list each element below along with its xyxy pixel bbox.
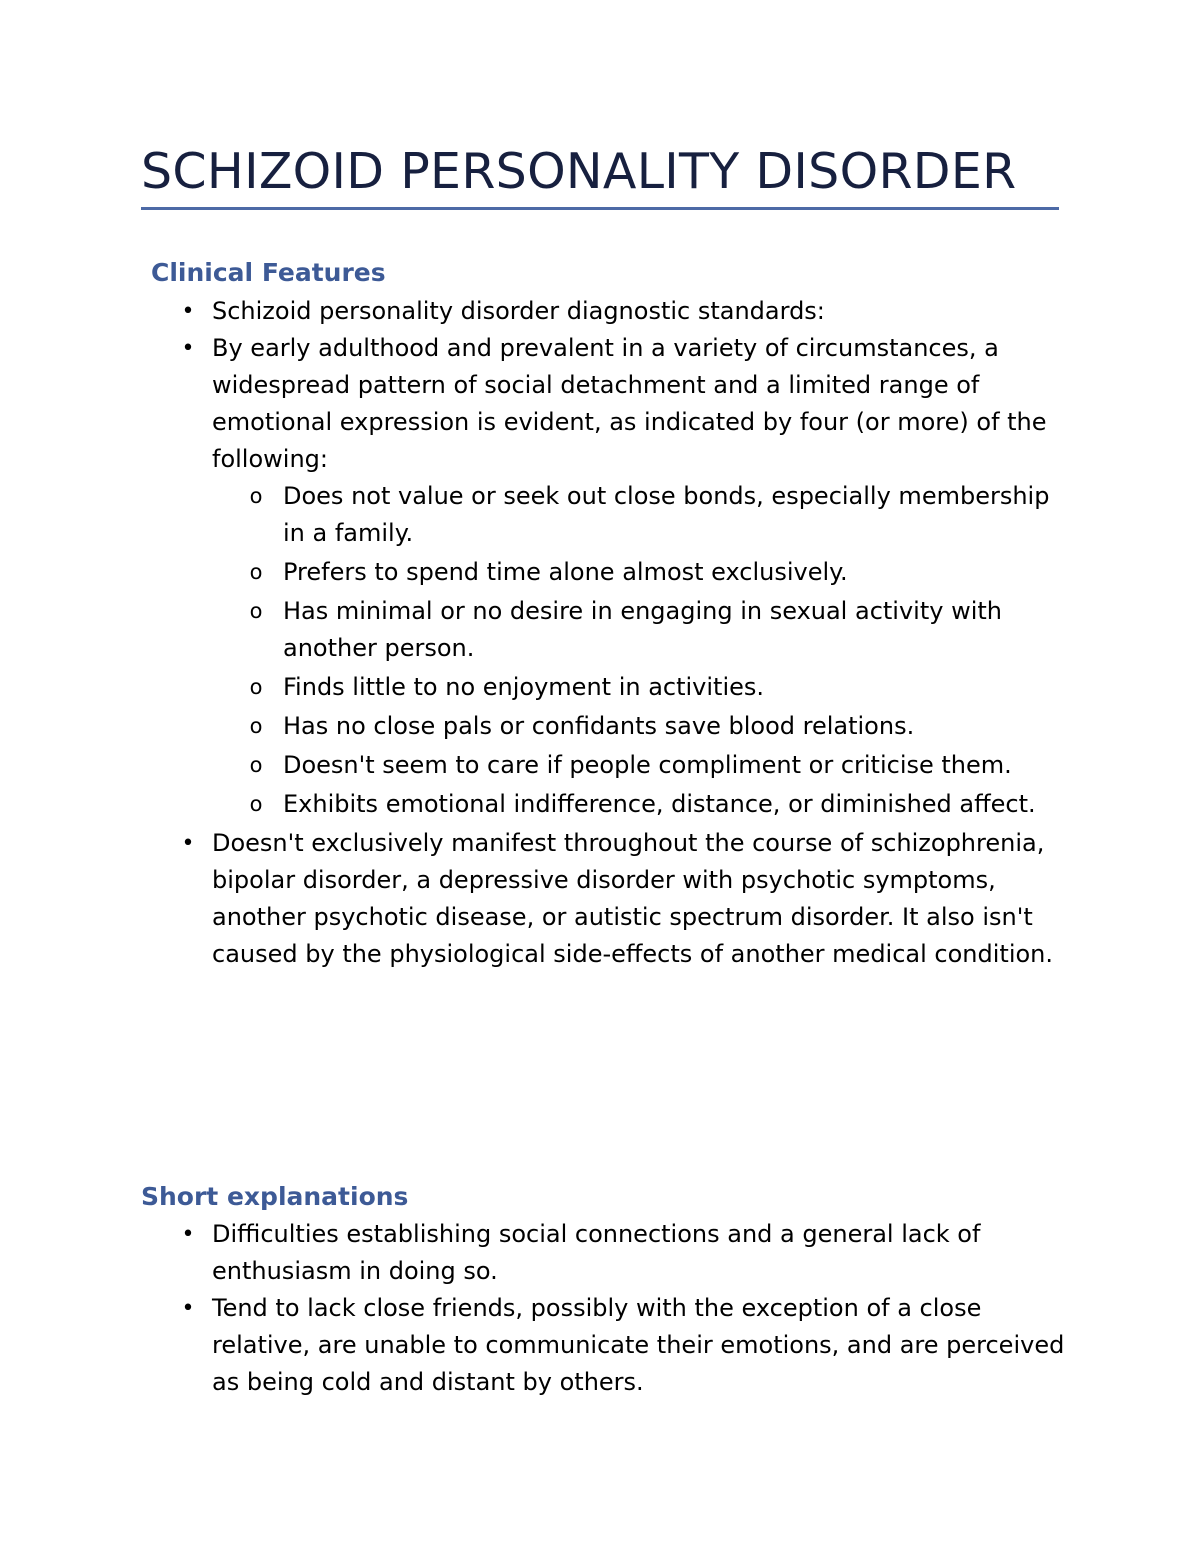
bullet-marker: • [181, 831, 195, 856]
sublist-item-text: Prefers to spend time alone almost exclusively. [283, 558, 848, 586]
sublist-item [249, 786, 1072, 823]
sublist-item-text: Has no close pals or confidants save blood relations. [283, 712, 915, 740]
sublist-item [249, 593, 1072, 667]
sublist-item-text: Has minimal or no desire in engaging in sexual activity with another person. [283, 597, 1002, 662]
list-item [181, 293, 1072, 330]
list-item [181, 1216, 1072, 1290]
list-item [181, 825, 1072, 973]
sub-bullet-marker: o [249, 714, 263, 738]
sub-bullet-marker: o [249, 599, 263, 623]
bullet-marker: • [181, 1222, 195, 1247]
list-item-text: Doesn't exclusively manifest throughout the course of schizophrenia, bipolar disorder, a depressive disorder with psychotic symptoms, another psychotic disease, or autistic spectrum disorder. It also isn't caused by the physiological side-effects of another medical condition. [212, 829, 1054, 968]
sublist-item-text: Finds little to no enjoyment in activities. [283, 673, 765, 701]
clinical-features-list [181, 293, 1072, 973]
bullet-marker: • [181, 299, 195, 324]
sub-bullet-marker: o [249, 675, 263, 699]
list-item-text: Schizoid personality disorder diagnostic standards: [212, 297, 825, 325]
sublist-item [249, 747, 1072, 784]
list-item-text: Tend to lack close friends, possibly with the exception of a close relative, are unable to communicate their emotions, and are perceived as being cold and distant by others. [212, 1294, 1065, 1396]
section-heading-clinical-features: Clinical Features [151, 258, 386, 287]
sub-bullet-marker: o [249, 753, 263, 777]
sublist-item-text: Exhibits emotional indifference, distance, or diminished affect. [283, 790, 1036, 818]
list-item-text: By early adulthood and prevalent in a variety of circumstances, a widespread pattern of social detachment and a limited range of emotional expression is evident, as indicated by four (or more) of the following: [212, 334, 1047, 473]
sublist-item [249, 554, 1072, 591]
short-explanations-list [181, 1216, 1072, 1401]
sublist-item [249, 708, 1072, 745]
bullet-marker: • [181, 1296, 195, 1321]
sublist-item [249, 478, 1072, 552]
sublist-item-text: Doesn't seem to care if people compliment or criticise them. [283, 751, 1012, 779]
title-underline [141, 207, 1059, 210]
section-heading-short-explanations: Short explanations [141, 1182, 409, 1211]
bullet-marker: • [181, 336, 195, 361]
list-item [181, 330, 1072, 823]
sub-bullet-marker: o [249, 792, 263, 816]
sub-bullet-marker: o [249, 560, 263, 584]
sublist-item-text: Does not value or seek out close bonds, especially membership in a family. [283, 482, 1050, 547]
criteria-sublist [212, 478, 1072, 823]
sub-bullet-marker: o [249, 484, 263, 508]
page-title: SCHIZOID PERSONALITY DISORDER [141, 143, 1017, 200]
list-item [181, 1290, 1072, 1401]
sublist-item [249, 669, 1072, 706]
list-item-text: Difficulties establishing social connections and a general lack of enthusiasm in doing so. [212, 1220, 981, 1285]
